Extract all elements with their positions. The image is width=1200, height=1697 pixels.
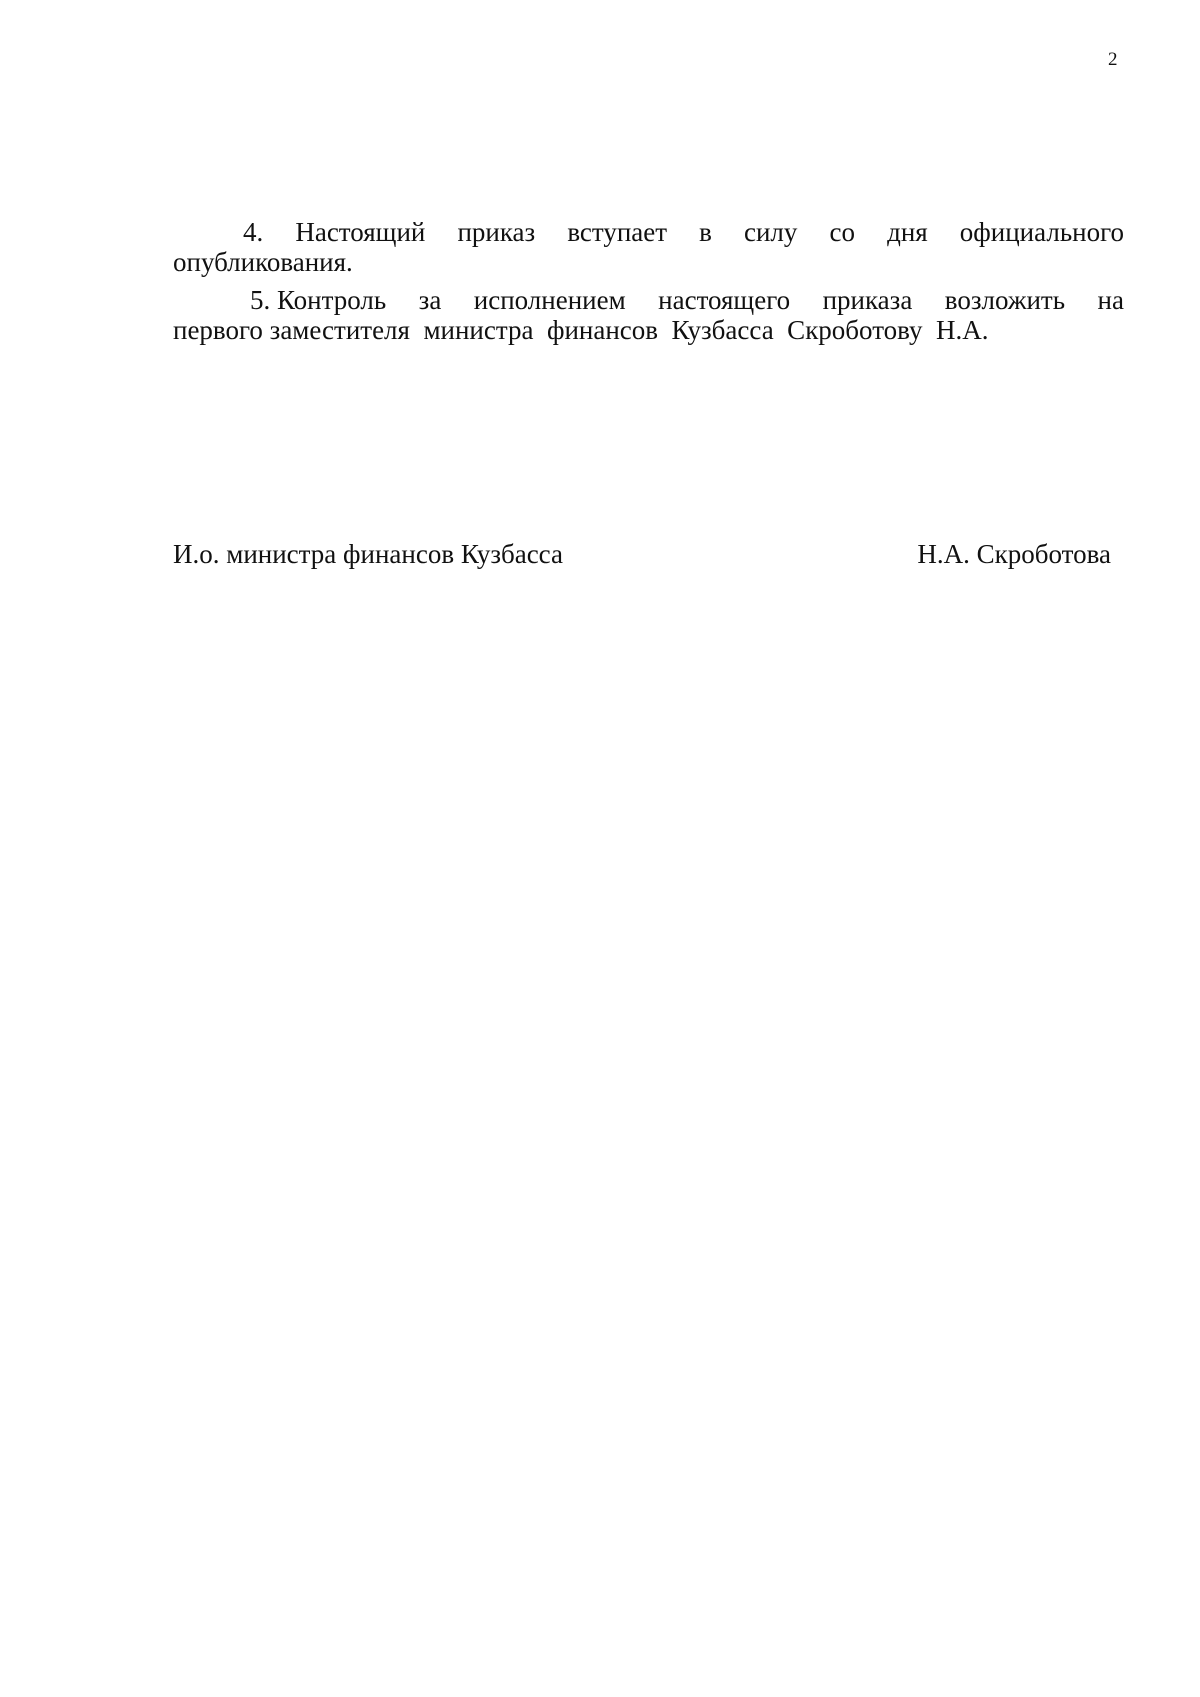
paragraph-4-word: дня <box>887 217 928 247</box>
paragraph-5-word: возложить <box>944 285 1066 315</box>
signatory-name: Н.А. Скроботова <box>917 539 1111 569</box>
paragraph-5 <box>173 285 1124 345</box>
paragraph-4-word: 4. <box>243 217 264 247</box>
paragraph-5-word: настоящего <box>658 285 791 315</box>
signature-block <box>173 539 1111 569</box>
paragraph-4-line-1 <box>173 217 1124 247</box>
paragraph-5-word: исполнением <box>473 285 626 315</box>
paragraph-4-word: в <box>699 217 712 247</box>
paragraph-4-word: силу <box>743 217 798 247</box>
paragraph-5-word: на <box>1097 285 1124 315</box>
paragraph-5-line-2: первого заместителя министра финансов Кузбасса Скроботову Н.А. <box>173 315 989 345</box>
paragraph-4-word: Настоящий <box>295 217 426 247</box>
paragraph-4-word: официального <box>959 217 1124 247</box>
signatory-position: И.о. министра финансов Кузбасса <box>173 539 563 569</box>
page-number: 2 <box>1108 49 1118 70</box>
paragraph-5-word: приказа <box>822 285 913 315</box>
paragraph-4-word: со <box>829 217 855 247</box>
paragraph-5-word: 5. Контроль <box>250 285 387 315</box>
paragraph-4-word: приказ <box>457 217 536 247</box>
paragraph-4-line-2: опубликования. <box>173 247 353 277</box>
paragraph-5-line-1 <box>173 285 1124 315</box>
paragraph-4 <box>173 217 1124 277</box>
paragraph-5-word: за <box>418 285 442 315</box>
paragraph-4-word: вступает <box>567 217 668 247</box>
